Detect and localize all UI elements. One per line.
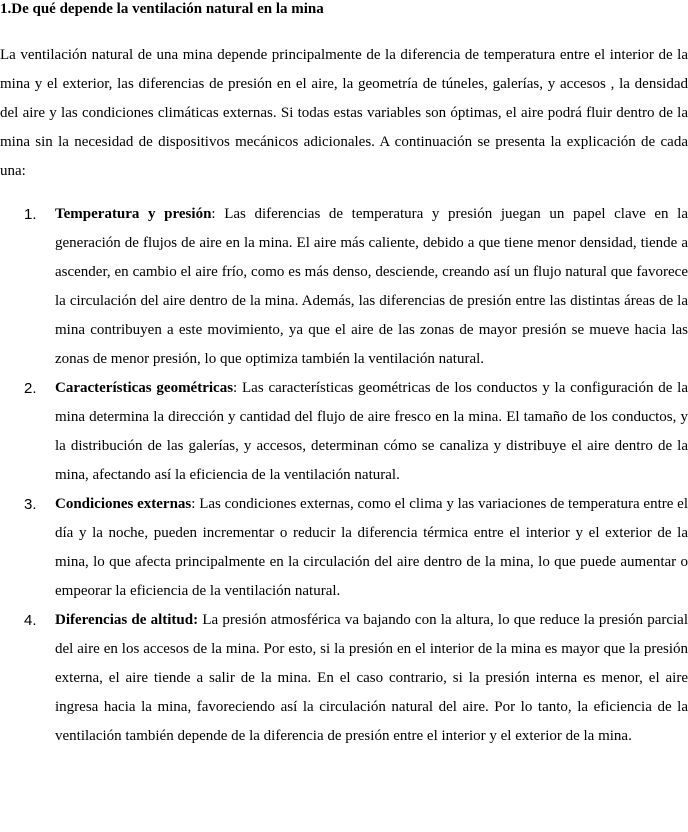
item-separator: : <box>233 380 238 396</box>
item-text: Las condiciones externas, como el clima y las variaciones de temperatura entre el día y la noche, pueden incrementar o reducir la diferencia térmica entre el interior y el exterior de la mina, lo que afecta principalmente en la circulación del aire dentro de la mina, lo que puede aumentar o empeorar la eficiencia de la ventilación natural. <box>55 496 688 599</box>
section-heading: 1.De qué depende la ventilación natural en la mina <box>0 1 324 17</box>
list-number: 4. <box>24 612 37 629</box>
item-separator: : <box>211 206 216 222</box>
item-separator: : <box>191 496 196 512</box>
list-item <box>0 490 688 606</box>
item-term: Temperatura y presión <box>55 206 212 222</box>
item-text: Las características geométricas de los conductos y la configuración de la mina determina la dirección y cantidad del flujo de aire fresco en la mina. El tamaño de los conductos, y la distribución de las galerías, y accesos, determinan cómo se canaliza y distribuye el aire dentro de la mina, afectando así la eficiencia de la ventilación natural. <box>55 380 688 483</box>
item-term: Diferencias de altitud: <box>55 612 199 628</box>
list-item <box>0 200 688 374</box>
list-number: 1. <box>24 206 37 223</box>
factor-list <box>0 200 688 751</box>
intro-paragraph: La ventilación natural de una mina depende principalmente de la diferencia de temperatura entre el interior de la mina y el exterior, las diferencias de presión en el aire, la geometría de túneles, galerías, y accesos , la densidad del aire y las condiciones climáticas externas. Si todas estas variables son óptimas, el aire podrá fluir dentro de la mina sin la necesidad de dispositivos mecánicos adicionales. A continuación se presenta la explicación de cada una: <box>0 47 688 179</box>
list-number: 3. <box>24 496 37 513</box>
item-text: La presión atmosférica va bajando con la altura, lo que reduce la presión parcial del aire en los accesos de la mina. Por esto, si la presión en el interior de la mina es mayor que la presión externa, el aire tiende a salir de la mina. En el caso contrario, si la presión interna es menor, el aire ingresa hacia la mina, favoreciendo así la circulación natural del aire. Por lo tanto, la eficiencia de la ventilación también depende de la diferencia de presión entre el interior y el exterior de la mina. <box>55 612 688 744</box>
item-term: Condiciones externas <box>55 496 192 512</box>
list-item <box>0 374 688 490</box>
item-term: Características geométricas <box>55 380 234 396</box>
item-text: Las diferencias de temperatura y presión juegan un papel clave en la generación de flujos de aire en la mina. El aire más caliente, debido a que tiene menor densidad, tiende a ascender, en cambio el aire frío, como es más denso, desciende, creando así un flujo natural que favorece la circulación del aire dentro de la mina. Además, las diferencias de presión entre las distintas áreas de la mina contribuyen a este movimiento, ya que el aire de las zonas de mayor presión se mueve hacia las zonas de menor presión, lo que optimiza también la ventilación natural. <box>55 206 688 367</box>
list-item <box>0 606 688 751</box>
list-number: 2. <box>24 380 37 397</box>
